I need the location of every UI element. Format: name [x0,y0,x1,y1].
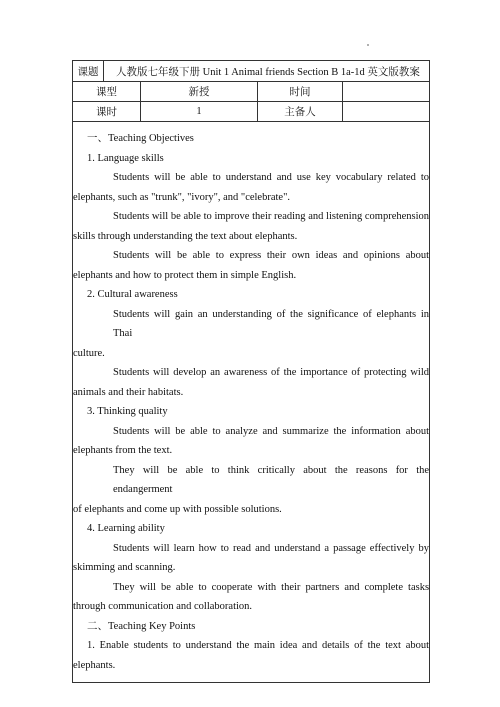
paragraph-line: They will be able to think critically about the reasons for the endangerment [113,464,430,495]
paragraph-line: elephants from the text. [73,445,173,456]
paragraph-line: Students will be able to understand and use key vocabulary related to [113,172,430,183]
paragraph-line: Students will be able to analyze and summarize the information about [113,425,430,437]
paragraph-line: of elephants and come up with possible solutions. [73,503,282,515]
paragraph-line: elephants, such as "trunk", "ivory", and "celebrate". [73,191,290,203]
paragraph-line: animals and their habitats. [73,386,184,398]
paragraph-line: through communication and collaboration. [73,601,253,612]
period-row [73,102,430,122]
preparer-label: 主备人 [258,102,343,122]
paragraph-line: skills through understanding the text about elephants. [73,230,298,242]
subheading: 4. Learning ability [87,523,165,534]
time-label: 时间 [258,82,343,102]
lesson-title: 人教版七年级下册 Unit 1 Animal friends Section B 1a-1d 英文版教案 [104,61,430,82]
paragraph-line: culture. [73,347,105,359]
period-value: 1 [141,102,258,122]
section-heading: 一、Teaching Objectives [87,133,194,144]
paragraph-line: Students will develop an awareness of the importance of protecting wild [113,367,430,378]
subheading: 1. Language skills [87,152,164,164]
subheading: 2. Cultural awareness [87,289,178,300]
paragraph-line: Students will be able to express their own ideas and opinions about [113,250,430,261]
section-heading: 二、Teaching Key Points [87,620,196,632]
content-row [73,122,430,683]
paragraph-line: skimming and scanning. [73,562,176,573]
preparer-value [343,102,430,122]
type-label: 课型 [73,82,141,102]
paragraph-line: Students will be able to improve their reading and listening comprehension [113,211,430,222]
type-value: 新授 [141,82,258,102]
type-row [73,82,430,102]
content-cell [73,122,430,683]
lesson-plan-table [72,60,430,683]
subheading: 3. Thinking quality [87,406,168,417]
paragraph-line: Students will learn how to read and understand a passage effectively by [113,542,430,554]
time-value [343,82,430,102]
paragraph-line: Students will gain an understanding of the significance of elephants in Thai [113,308,430,339]
page-mark [367,44,369,46]
paragraph-line: 1. Enable students to understand the main idea and details of the text about [87,640,430,651]
paragraph-line: They will be able to cooperate with their partners and complete tasks [113,581,430,593]
paragraph-line: elephants. [73,659,116,671]
paragraph-line: elephants and how to protect them in simple English. [73,269,297,281]
title-row [73,61,430,82]
period-label: 课时 [73,102,141,122]
topic-label: 课题 [73,61,104,82]
